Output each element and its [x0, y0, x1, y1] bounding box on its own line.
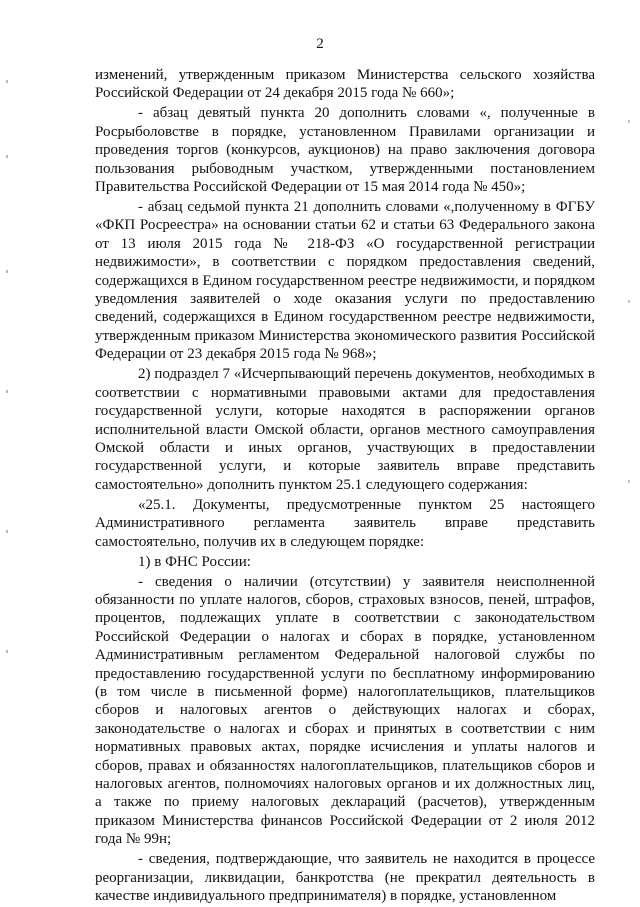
paragraph-2: - абзац девятый пункта 20 дополнить словами «, полученные в Росрыболовстве в порядке, установленном Правилами организации и проведения торгов (конкурсов, аукционов) на право заключения договора пользования рыбоводным участком, утвержденными постановлением Правительства Российской Федерации от 15 мая 2014 года № 450»;	[95, 105, 595, 196]
paragraph-5: «25.1. Документы, предусмотренные пунктом 25 настоящего Административного регламента заявитель вправе представить самостоятельно, получив их в следующем порядке:	[95, 496, 595, 550]
paragraph-6: 1) в ФНС России:	[138, 553, 251, 570]
right-margin-scan-marks	[628, 60, 632, 660]
paragraph-3: - абзац седьмой пункта 21 дополнить словами «,полученному в ФГБУ «ФКП Росреестра» на основании статьи 62 и статьи 63 Федерального закона от 13 июля 2015 года № 218-ФЗ «О государственной регистрации недвижимости», в соответствии с порядком предоставления сведений, содержащихся в Едином государственном реестре недвижимости, и порядком уведомления заявителей о ходе оказания услуги по предоставлению сведений, содержащихся в Едином государственном реестре недвижимости, утвержденным приказом Министерства экономического развития Российской Федерации от 23 декабря 2015 года № 968»;	[95, 199, 595, 363]
left-margin-scan-marks	[6, 60, 12, 660]
page-number: 2	[316, 36, 324, 52]
paragraph-8: - сведения, подтверждающие, что заявитель не находится в процессе реорганизации, ликвидации, банкротства (не прекратил деятельность в качестве индивидуального предпринимателя) в порядке, установленном	[95, 851, 595, 905]
paragraph-4: 2) подраздел 7 «Исчерпывающий перечень документов, необходимых в соответствии с нормативными правовыми актами для предоставления государственной услуги, которые находятся в распоряжении органов исполнительной власти Омской области, органов местного самоуправления Омской области и иных органов, участвующих в предоставлении государственной услуги, и которые заявитель вправе представить самостоятельно» дополнить пунктом 25.1 следующего содержания:	[95, 366, 595, 493]
paragraph-7: - сведения о наличии (отсутствии) у заявителя неисполненной обязанности по уплате налогов, сборов, страховых взносов, пеней, штрафов, процентов, подлежащих уплате в соответствии с законодательством Российской Федерации о налогах и сборах в порядке, установленном Административным регламентом Федеральной налоговой службы по предоставлению государственной услуги по бесплатному информированию (в том числе в письменной форме) налогоплательщиков, плательщиков сборов и налоговых агентов о действующих налогах и сборах, законодательстве о налогах и сборах и принятых в соответствии с ним нормативных правовых актах, порядке исчисления и уплаты налогов и сборов, правах и обязанностях налогоплательщиков, плательщиков сборов и налоговых агентов, полномочиях налоговых органов и их должностных лиц, а также по приему налоговых деклараций (расчетов), утвержденным приказом Министерства финансов Российской Федерации от 2 июля 2012 года № 99н;	[95, 573, 595, 848]
paragraph-1: изменений, утвержденным приказом Министерства сельского хозяйства Российской Федерации от 24 декабря 2015 года № 660»;	[95, 67, 595, 102]
document-body	[95, 66, 595, 907]
